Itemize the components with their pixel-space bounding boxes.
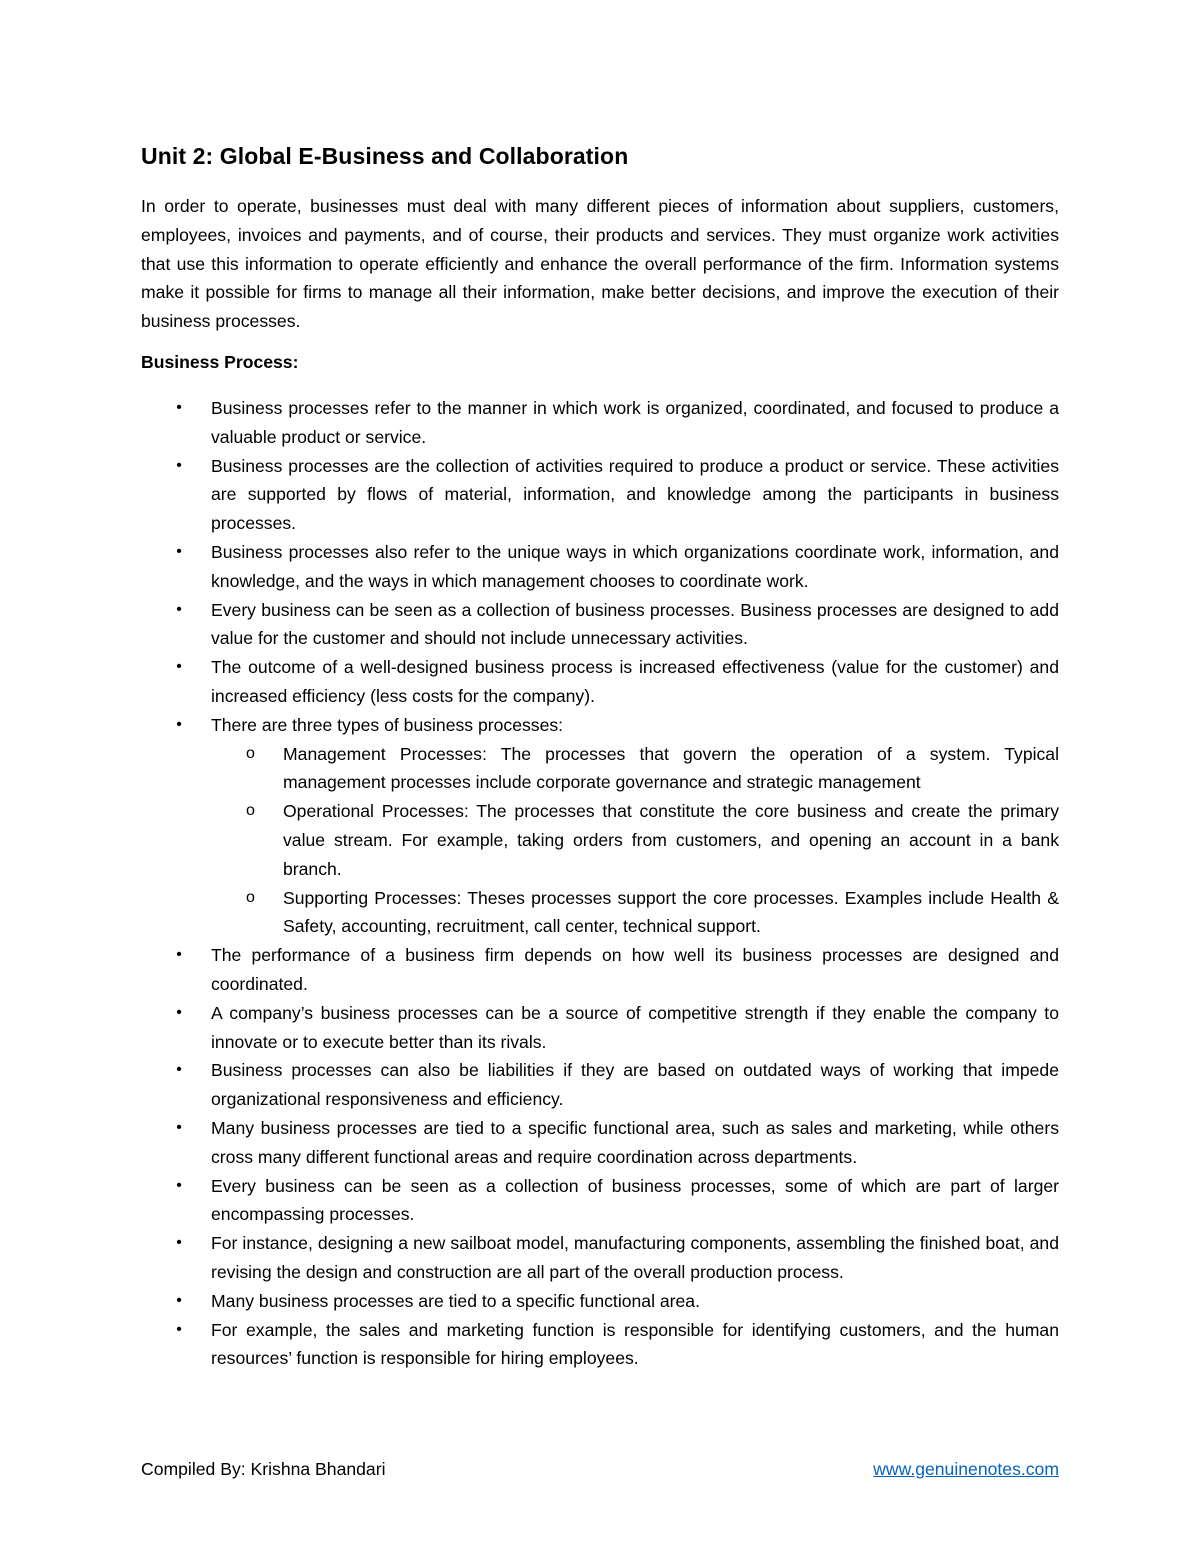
section-heading: Business Process: <box>141 352 299 372</box>
bullet-icon: • <box>176 946 182 964</box>
sub-bullet-list <box>211 740 1059 942</box>
bullet-icon: • <box>176 399 182 416</box>
bullet-icon: • <box>176 1118 182 1136</box>
list-item-text: Many business processes are tied to a specific functional area. <box>211 1290 700 1311</box>
circle-bullet-icon: o <box>246 802 255 820</box>
list-item-text: A company’s business processes can be a source of competitive strength if they enable the company to innovate or to execute better than its rivals. <box>211 1002 1059 1052</box>
list-item-text: The outcome of a well-designed business process is increased effectiveness (value for the customer) and increased efficiency (less costs for the company). <box>211 657 1059 706</box>
sub-list-item <box>211 797 1059 883</box>
bullet-icon: • <box>176 715 182 733</box>
list-item <box>141 653 1059 711</box>
list-item <box>141 1056 1059 1114</box>
list-item-text: For example, the sales and marketing function is responsible for identifying customers, and the human resources’ function is responsible for hiring employees. <box>211 1319 1059 1369</box>
circle-bullet-icon: o <box>246 888 255 906</box>
list-item-text: There are three types of business processes: <box>211 714 564 735</box>
bullet-icon: • <box>176 456 182 474</box>
list-item <box>141 1172 1059 1230</box>
bullet-icon: • <box>176 1234 182 1252</box>
page-title: Unit 2: Global E-Business and Collaboration <box>141 143 629 169</box>
footer-website-link[interactable]: www.genuinenotes.com <box>873 1459 1059 1479</box>
bullet-icon: • <box>176 1061 182 1079</box>
circle-bullet-icon: o <box>246 744 255 762</box>
list-item <box>141 1114 1059 1172</box>
list-item <box>141 1287 1059 1316</box>
list-item-text: The performance of a business firm depends on how well its business processes are designed and coordinated. <box>211 945 1059 994</box>
list-item-text: Every business can be seen as a collection of business processes. Business processes are designed to add value for the customer and should not include unnecessary activities. <box>211 599 1059 649</box>
sub-list-item <box>211 740 1059 798</box>
list-item-text: Many business processes are tied to a specific functional area, such as sales and marketing, while others cross many different functional areas and require coordination across departments. <box>211 1117 1059 1167</box>
list-item <box>141 999 1059 1057</box>
bullet-icon: • <box>176 1176 182 1194</box>
list-item-text: Business processes refer to the manner in which work is organized, coordinated, and focused to produce a valuable product or service. <box>211 398 1059 447</box>
list-item <box>141 452 1059 538</box>
list-item <box>141 394 1059 452</box>
bullet-icon: • <box>176 658 182 676</box>
sub-list-item-text: Supporting Processes: Theses processes support the core processes. Examples include Health & Safety, accounting, recruitment, call center, technical support. <box>283 887 1059 937</box>
bullet-list <box>141 394 1059 1373</box>
list-item <box>141 941 1059 999</box>
bullet-icon: • <box>176 542 182 560</box>
list-item-text: Business processes can also be liabilities if they are based on outdated ways of working that impede organizational responsiveness and efficiency. <box>211 1060 1059 1110</box>
bullet-icon: • <box>176 600 182 618</box>
list-item <box>141 538 1059 596</box>
bullet-icon: • <box>176 1320 182 1338</box>
sub-list-item-text: Management Processes: The processes that govern the operation of a system. Typical management processes include corporate governance and strategic management <box>283 743 1059 793</box>
footer-compiled-by: Compiled By: Krishna Bhandari <box>141 1459 386 1479</box>
list-item-text: Every business can be seen as a collection of business processes, some of which are part of larger encompassing processes. <box>211 1175 1059 1225</box>
list-item-text: For instance, designing a new sailboat model, manufacturing components, assembling the finished boat, and revising the design and construction are all part of the overall production process. <box>211 1233 1059 1282</box>
sub-list-item <box>211 884 1059 942</box>
list-item <box>141 596 1059 654</box>
list-item <box>141 1229 1059 1287</box>
list-item <box>141 711 1059 941</box>
list-item <box>141 1316 1059 1374</box>
bullet-icon: • <box>176 1291 182 1309</box>
sub-list-item-text: Operational Processes: The processes that constitute the core business and create the primary value stream. For example, taking orders from customers, and opening an account in a bank branch. <box>283 801 1059 879</box>
intro-paragraph: In order to operate, businesses must deal with many different pieces of information about suppliers, customers, employees, invoices and payments, and of course, their products and services. They must organize work activities that use this information to operate efficiently and enhance the overall performance of the firm. Information systems make it possible for firms to manage all their information, make better decisions, and improve the execution of their business processes. <box>141 196 1059 332</box>
list-item-text: Business processes are the collection of activities required to produce a product or service. These activities are supported by flows of material, information, and knowledge among the participants in business processes. <box>211 455 1059 534</box>
list-item-text: Business processes also refer to the unique ways in which organizations coordinate work, information, and knowledge, and the ways in which management chooses to coordinate work. <box>211 541 1059 591</box>
bullet-icon: • <box>176 1003 182 1021</box>
